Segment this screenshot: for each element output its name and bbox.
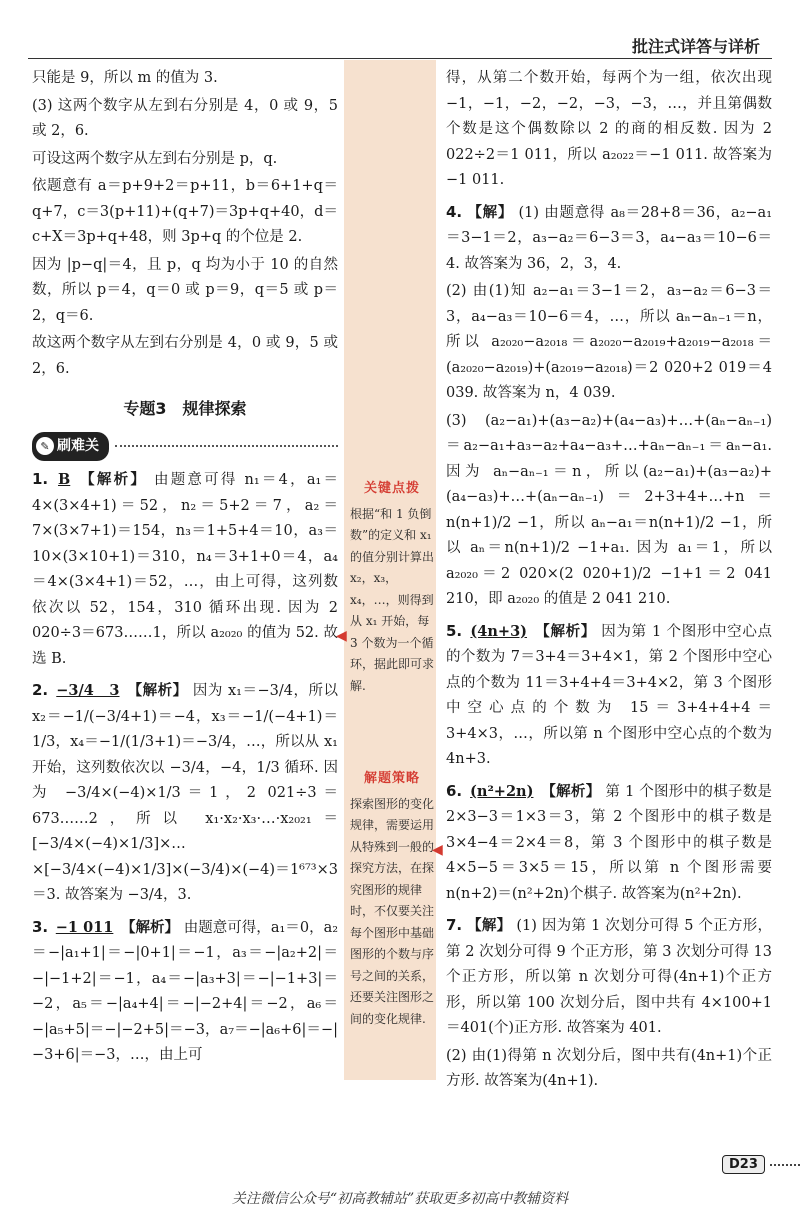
question-6 — [446, 779, 772, 908]
footer-note: 关注微信公众号“初高教辅站”获取更多初高中教辅资料 — [231, 1191, 569, 1207]
left-line-6: 故这两个数字从左到右分别是 4，0 或 9，5 或 2，6. — [32, 335, 338, 377]
question-part-1: (1) 因为第 1 次划分可得 5 个正方形，第 2 次划分可得 9 个正方形，第 3 次划分可得 13 个正方形，所以第 n 次划分可得(4n+1)个正方形，所以第 100 次划分后，图中共有 4×100+1＝401(个)正方形. 故答案为 401. — [446, 918, 773, 1036]
note-text: 根据“和 1 负倒数”的定义和 x₁ 的值分别计算出 x₂，x₃，x₄，…，则得到从 x₁ 开始，每 3 个数为一个循环，据此即可求解. — [350, 506, 435, 693]
question-number: 5. — [446, 621, 463, 640]
left-line-3: 可设这两个数字从左到右分别是 p，q. — [32, 150, 278, 167]
note-title: 关键点拨 — [363, 481, 420, 496]
analysis-tag: 【解析】 — [127, 683, 188, 699]
question-text: 由题意可得，a₁＝0，a₂＝−|a₁+1|＝−|0+1|＝−1，a₃＝−|a₂+2|＝−|−1+2|＝−1，a₄＝−|a₃+3|＝−|−1+3|＝−2，a₅＝−|a₄+4|＝−|−2+4|＝−2，a₆＝−|a₅+5|＝−|−2+5|＝−3，a₇＝−|a₆+6|＝−|−3+6|＝−3，…，由上可 — [32, 919, 339, 1063]
solution-tag: 【解】 — [467, 918, 512, 934]
badge-label: 刷难关 — [57, 437, 99, 454]
question-3-continued: 得，从第二个数开始，每两个为一组，依次出现 −1，−1，−2，−2，−3，−3，…，并且第偶数个数是这个偶数除以 2 的商的相反数. 因为 2 022÷2＝1 011，所以 a₂₀₂₂＝−1 011. 故答案为 −1 011. — [446, 70, 772, 188]
note-text: 探索图形的变化规律，需要运用从特殊到一般的探究方法，在探究图形的规律时，不仅要关注每个图形中基础图形的个数与序号之间的关系，还要关注图形之间的变化规律. — [350, 796, 435, 1026]
question-3 — [32, 915, 338, 1069]
solution-tag: 【解】 — [467, 204, 514, 221]
question-number: 3. — [32, 917, 49, 936]
answer-blank: −3/4 3 — [56, 682, 120, 699]
note-strategy — [350, 768, 434, 1030]
badge-row — [32, 432, 338, 462]
question-1 — [32, 467, 338, 672]
section-title: 专题3 规律探索 — [123, 399, 247, 418]
note-key-tip — [350, 478, 434, 697]
page-number: D23 — [722, 1155, 765, 1174]
question-text: 因为第 1 个图形中空心点的个数为 7＝3+4＝3+4×1，第 2 个图形中空心点的个数为 11＝3+4+4＝3+4×2，第 3 个图形中空心点的个数为 15＝3+4+4+4＝3+4×3，…，所以第 n 个图形中空心点的个数为 4n+3. — [446, 623, 773, 767]
page-number-stripe — [770, 1164, 800, 1166]
header-divider — [28, 58, 772, 59]
left-column — [32, 66, 338, 1071]
left-line-5: 因为 |p−q|＝4，且 p，q 均为小于 10 的自然数，所以 p＝4，q＝0 或 p＝9，q＝5 或 p＝2，q＝6. — [32, 256, 338, 324]
analysis-tag: 【解析】 — [535, 623, 596, 640]
question-number: 1. — [32, 470, 49, 488]
answer-blank: B — [58, 471, 71, 488]
question-number: 2. — [32, 681, 49, 699]
question-7 — [446, 913, 772, 1042]
pointer-arrow-icon: ◀ — [432, 842, 443, 858]
section-badge — [32, 432, 109, 462]
question-number: 6. — [446, 781, 463, 800]
answer-blank: −1 011 — [55, 918, 114, 936]
question-number: 4. — [446, 202, 463, 221]
analysis-tag: 【解析】 — [80, 472, 148, 488]
question-4 — [446, 200, 772, 278]
pen-icon: ✎ — [36, 437, 54, 455]
left-line-2: (3) 这两个数字从左到右分别是 4，0 或 9，5 或 2，6. — [32, 97, 338, 139]
pointer-arrow-icon: ◀ — [336, 628, 347, 644]
question-number: 7. — [446, 916, 463, 934]
analysis-tag: 【解析】 — [121, 919, 180, 936]
answer-blank: (n²+2n) — [470, 782, 534, 800]
left-line-1: 只能是 9，所以 m 的值为 3. — [32, 70, 218, 86]
question-text: 因为 x₁＝−3/4，所以 x₂＝−1/(−3/4+1)＝−4，x₃＝−1/(−4+1)＝1/3，x₄＝−1/(1/3+1)＝−3/4，…，所以从 x₁ 开始，这列数依次以 −3/4，−4，1/3 循环. 因为 −3/4×(−4)×1/3＝1，2 021÷3＝673……2，所以 x₁·x₂·x₃·…·x₂₀₂₁＝[−3/4×(−4)×1/3]×…×[−3/4×(−4)×1/3]×(−3/4)×(−4)＝1⁶⁷³×3＝3. 故答案为 −3/4，3. — [32, 683, 339, 903]
right-column — [446, 66, 772, 1097]
note-title: 解题策略 — [363, 771, 420, 786]
answer-blank: (4n+3) — [470, 622, 528, 640]
question-5 — [446, 619, 772, 773]
question-text: 第 1 个图形中的棋子数是 2×3−3＝1×3＝3，第 2 个图形中的棋子数是 3×4−4＝2×4＝8，第 3 个图形中的棋子数是 4×5−5＝3×5＝15，所以第 n 个图形需要 n(n+2)＝(n²+2n)个棋子. 故答案为(n²+2n). — [446, 783, 773, 902]
page-header-title: 批注式详答与详析 — [631, 37, 760, 56]
question-2 — [32, 678, 338, 909]
dotted-divider — [115, 445, 338, 447]
left-line-4: 依题意有 a＝p+9+2＝p+11，b＝6+1+q＝q+7，c＝3(p+11)+(q+7)＝3p+q+40，d＝c+X＝3p+q+48，则 3p+q 的个位是 2. — [32, 178, 338, 245]
question-part-1: (1) 由题意得 a₈＝28+8＝36，a₂−a₁＝3−1＝2，a₃−a₂＝6−3＝3，a₄−a₃＝10−6＝4. 故答案为 36，2，3，4. — [446, 204, 773, 272]
question-4-part-2: (2) 由(1)知 a₂−a₁＝3−1＝2，a₃−a₂＝6−3＝3，a₄−a₃＝10−6＝4，…，所以 aₙ−aₙ₋₁＝n，所以 a₂₀₂₀−a₂₀₁₈＝a₂₀₂₀−a₂₀₁₉+a₂₀₁₉−a₂₀₁₈＝(a₂₀₂₀−a₂₀₁₉)+(a₂₀₁₉−a₂₀₁₈)＝2 020+2 019＝4 039. 故答案为 n，4 039. — [446, 283, 772, 401]
question-4-part-3: (3) (a₂−a₁)+(a₃−a₂)+(a₄−a₃)+…+(aₙ−aₙ₋₁)＝a₂−a₁+a₃−a₂+a₄−a₃+…+aₙ−aₙ₋₁＝aₙ−a₁. 因为 aₙ−aₙ₋₁＝n，所以(a₂−a₁)+(a₃−a₂)+(a₄−a₃)+…+(aₙ−aₙ₋₁)＝2+3+4+…+n＝n(n+1)/2 −1，所以 aₙ−a₁＝n(n+1)/2 −1，所以 aₙ＝n(n+1)/2 −1+a₁. 因为 a₁＝1，所以 a₂₀₂₀＝2 020×(2 020+1)/2 −1+1＝2 041 210，即 a₂₀₂₀ 的值是 2 041 210. — [446, 412, 772, 607]
question-text: 由题意可得 n₁＝4，a₁＝4×(3×4+1)＝52，n₂＝5+2＝7，a₂＝7×(3×7+1)＝154，n₃＝1+5+4＝10，a₃＝10×(3×10+1)＝310，n₄＝3+1+0＝4，a₄＝4×(3×4+1)＝52，…，由上可得，这列数依次以 52，154，310 循环出现. 因为 2 020÷3＝673……1，所以 a₂₀₂₀ 的值为 52. 故选 B. — [32, 472, 339, 667]
analysis-tag: 【解析】 — [541, 783, 601, 800]
question-7-part-2: (2) 由(1)得第 n 次划分后，图中共有(4n+1)个正方形. 故答案为(4n+1). — [446, 1047, 772, 1089]
